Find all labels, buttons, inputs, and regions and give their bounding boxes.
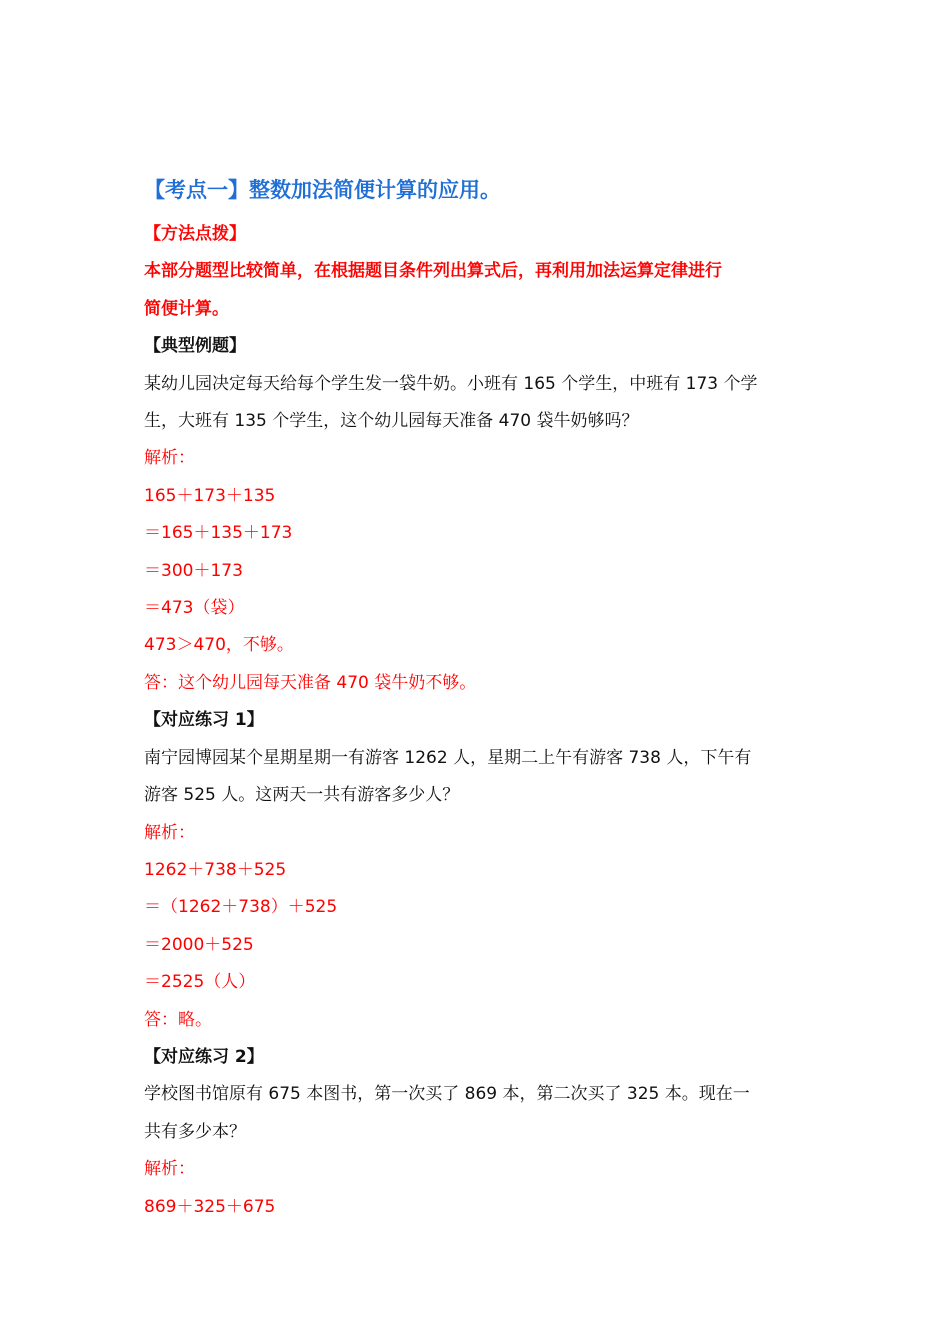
practice2-heading: 【对应练习 2】 bbox=[144, 1046, 264, 1067]
method-heading: 【方法点拨】 bbox=[144, 224, 246, 244]
example-answer: 答：这个幼儿园每天准备 470 袋牛奶不够。 bbox=[144, 672, 477, 693]
practice1-step: 1262＋738＋525 bbox=[144, 859, 287, 880]
practice2-step: 869＋325＋675 bbox=[144, 1196, 276, 1217]
topic-title: 【考点一】整数加法简便计算的应用。 bbox=[144, 178, 501, 202]
example-analysis-label: 解析： bbox=[144, 448, 195, 469]
practice2-question-line-2: 共有多少本？ bbox=[144, 1121, 246, 1142]
practice1-question-line-2: 游客 525 人。这两天一共有游客多少人？ bbox=[144, 785, 460, 806]
practice1-step: ＝（1262＋738）＋525 bbox=[144, 897, 338, 918]
practice2-analysis-label: 解析： bbox=[144, 1159, 195, 1180]
method-text-line-1: 本部分题型比较简单，在根据题目条件列出算式后，再利用加法运算定律进行 bbox=[144, 261, 722, 282]
document-page bbox=[144, 170, 814, 1226]
example-question-line-1: 某幼儿园决定每天给每个学生发一袋牛奶。小班有 165 个学生，中班有 173 个学 bbox=[144, 373, 758, 394]
example-heading: 【典型例题】 bbox=[144, 336, 246, 357]
practice1-heading: 【对应练习 1】 bbox=[144, 710, 264, 731]
practice1-answer: 答：略。 bbox=[144, 1009, 212, 1030]
example-step: ＝473（袋） bbox=[144, 598, 245, 619]
example-question-line-2: 生，大班有 135 个学生，这个幼儿园每天准备 470 袋牛奶够吗？ bbox=[144, 411, 639, 432]
example-step: 473＞470，不够。 bbox=[144, 635, 294, 656]
practice1-question-line-1: 南宁园博园某个星期星期一有游客 1262 人，星期二上午有游客 738 人，下午有 bbox=[144, 747, 752, 768]
practice2-question-line-1: 学校图书馆原有 675 本图书，第一次买了 869 本，第二次买了 325 本。现在一 bbox=[144, 1084, 750, 1105]
method-text-line-2: 简便计算。 bbox=[144, 298, 229, 319]
example-step: ＝165＋135＋173 bbox=[144, 523, 293, 544]
example-step: 165＋173＋135 bbox=[144, 485, 276, 506]
practice1-step: ＝2525（人） bbox=[144, 972, 256, 993]
practice1-analysis-label: 解析： bbox=[144, 822, 195, 843]
practice1-step: ＝2000＋525 bbox=[144, 934, 254, 955]
example-step: ＝300＋173 bbox=[144, 560, 243, 581]
